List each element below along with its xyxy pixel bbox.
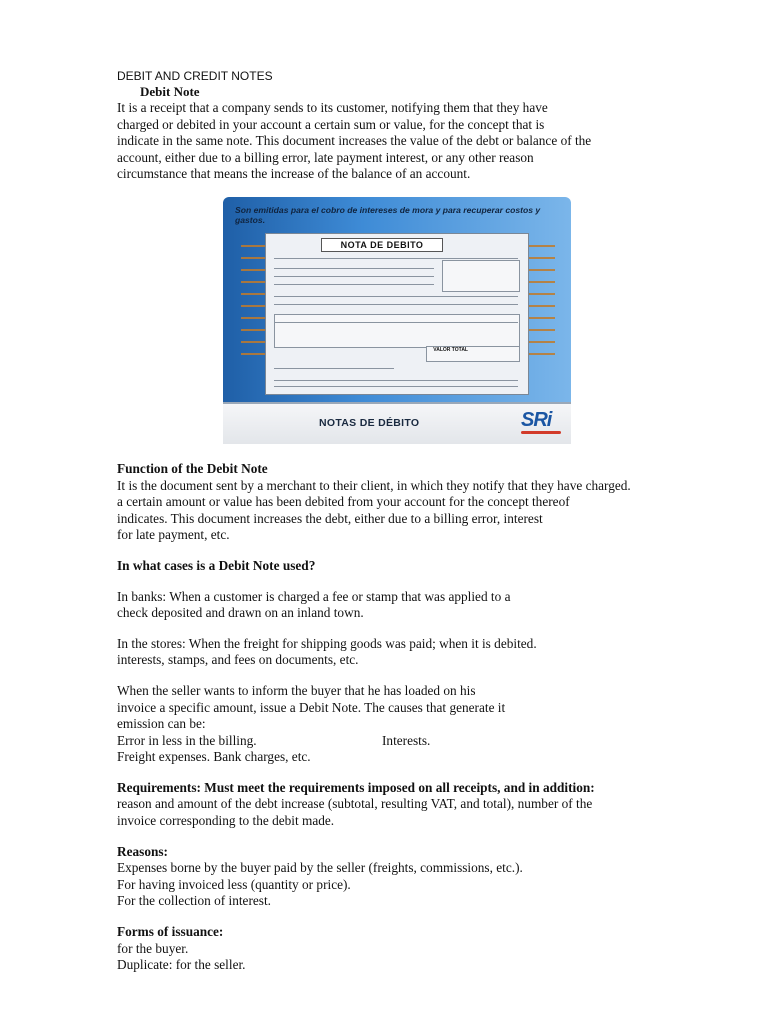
document-page [117,68,677,974]
text-line: indicates. This document increases the debt, either due to a billing error, interest [117,510,543,526]
reasons-heading: Reasons: [117,843,168,859]
text-line: invoice corresponding to the debit made. [117,813,335,829]
text-line: charged or debited in your account a certain sum or value, for the concept that is [117,116,545,132]
cause-item: Error in less in the billing. [117,732,257,748]
text-line: Expenses borne by the buyer paid by the seller (freights, commissions, etc.). [117,860,523,876]
text-line: interests, stamps, and fees on documents, etc. [117,652,359,668]
intro-paragraph [117,100,677,183]
logo-swoosh [521,431,561,434]
text-line: For having invoiced less (quantity or price). [117,876,351,892]
sample-debit-note-form [265,233,529,395]
forms-heading: Forms of issuance: [117,924,224,940]
text-line: for the buyer. [117,940,189,956]
text-line: It is the document sent by a merchant to their client, in which they notify that they have charged. [117,477,631,493]
left-annotation-marks [241,245,267,365]
sri-logo-icon [519,409,563,437]
text-line: circumstance that means the increase of the balance of an account. [117,166,471,182]
causes-row [117,733,677,750]
text-line: invoice a specific amount, issue a Debit Note. The causes that generate it [117,699,506,715]
form-total-label: VALOR TOTAL [433,346,468,353]
logo-text: SRi [521,408,552,431]
text-line: For the collection of interest. [117,893,271,909]
text-line: account, either due to a billing error, late payment interest, or any other reason [117,149,534,165]
requirements-heading: Requirements: Must meet the requirements imposed on all receipts, and in addition: [117,779,595,795]
section-title: Debit Note [140,84,200,99]
requirements-paragraph [117,796,677,829]
form-detail-table [274,314,520,348]
text-line: In banks: When a customer is charged a fee or stamp that was applied to a [117,588,511,604]
form-title: NOTA DE DEBITO [321,238,443,252]
text-line: reason and amount of the debt increase (subtotal, resulting VAT, and total), number of the [117,796,593,812]
text-line: In the stores: When the freight for shipping goods was paid; when it is debited. [117,635,537,651]
text-line: for late payment, etc. [117,527,230,543]
seller-paragraph [117,683,677,766]
text-line: When the seller wants to inform the buyer that he has loaded on his [117,682,476,698]
text-line: a certain amount or value has been debited from your account for the concept thereof [117,494,570,510]
stores-paragraph [117,636,677,669]
figure-banner [223,197,571,402]
cause-item: Freight expenses. Bank charges, etc. [117,749,311,765]
right-annotation-marks [529,245,555,365]
function-heading: Function of the Debit Note [117,460,268,476]
form-number-box [442,260,520,292]
function-paragraph [117,478,677,544]
debit-note-figure [223,197,571,443]
text-line: indicate in the same note. This document increases the value of the debt or balance of the [117,133,592,149]
figure-footer [223,402,571,444]
figure-caption: Son emitidas para el cobro de intereses de mora y para recuperar costos y gastos. [235,204,541,225]
cases-heading: In what cases is a Debit Note used? [117,557,316,573]
banks-paragraph [117,589,677,622]
document-title: DEBIT AND CREDIT NOTES [117,69,273,83]
figure-footer-label: NOTAS DE DÉBITO [319,416,420,429]
text-line: emission can be: [117,716,206,732]
text-line: It is a receipt that a company sends to its customer, notifying them that they have [117,100,548,115]
cause-item: Interests. [382,732,431,748]
reasons-list [117,860,677,910]
text-line: check deposited and drawn on an inland town. [117,605,364,621]
text-line: Duplicate: for the seller. [117,957,246,973]
forms-list [117,941,677,974]
